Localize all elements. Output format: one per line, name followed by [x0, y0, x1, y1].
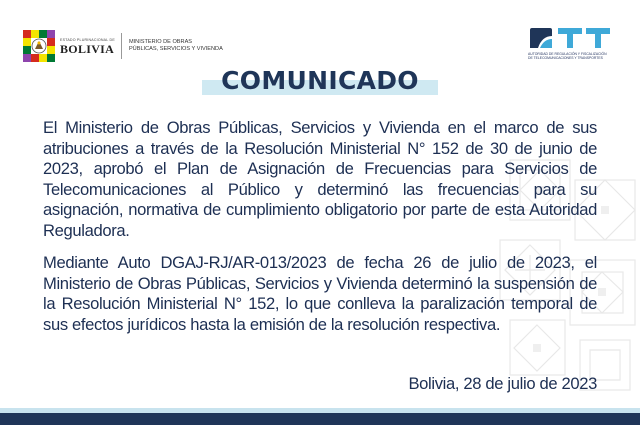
- state-label: ESTADO PLURINACIONAL DE: [60, 37, 115, 42]
- agency-logo-block: [528, 26, 628, 60]
- bolivia-coat-of-arms-icon: [22, 29, 56, 63]
- agency-name-line2: DE TELECOMUNICACIONES Y TRANSPORTES: [528, 56, 603, 61]
- att-logo-icon: [528, 26, 614, 50]
- footer-dark-bar: [0, 413, 640, 425]
- country-name: BOLIVIA: [60, 41, 115, 56]
- title-block: [190, 66, 450, 98]
- paragraph-1: El Ministerio de Obras Públicas, Servicios y Vivienda en el marco de sus atribuciones a través de la Resolución Ministerial N° 152 de 30 de junio de 2023, aprobó el Plan de Asignación de Frecuencias para Servicios de Telecomunicaciones al Público y determinó las frecuencias para su asignación, normativa de cumplimiento obligatorio por parte de esta Autoridad Reguladora.: [43, 118, 597, 240]
- agency-name-line1: AUTORIDAD DE REGULACIÓN Y FISCALIZACIÓN: [528, 52, 607, 56]
- page-title: COMUNICADO: [221, 66, 419, 95]
- paragraph-2: Mediante Auto DGAJ-RJ/AR-013/2023 de fecha 26 de julio de 2023, el Ministerio de Obras Públicas, Servicios y Vivienda determinó la suspensión de la Resolución Ministerial N° 152, lo que conlleva la paralización temporal de sus efectos jurídicos hasta la emisión de la resolución respectiva.: [43, 253, 597, 334]
- government-logo-block: [22, 28, 223, 64]
- header-divider: [121, 33, 122, 59]
- dateline: Bolivia, 28 de julio de 2023: [408, 374, 597, 393]
- ministry-name-line2: PÚBLICAS, SERVICIOS Y VIVIENDA: [128, 46, 223, 52]
- ministry-name-line1: MINISTERIO DE OBRAS: [128, 39, 193, 46]
- communique-body: [43, 118, 597, 335]
